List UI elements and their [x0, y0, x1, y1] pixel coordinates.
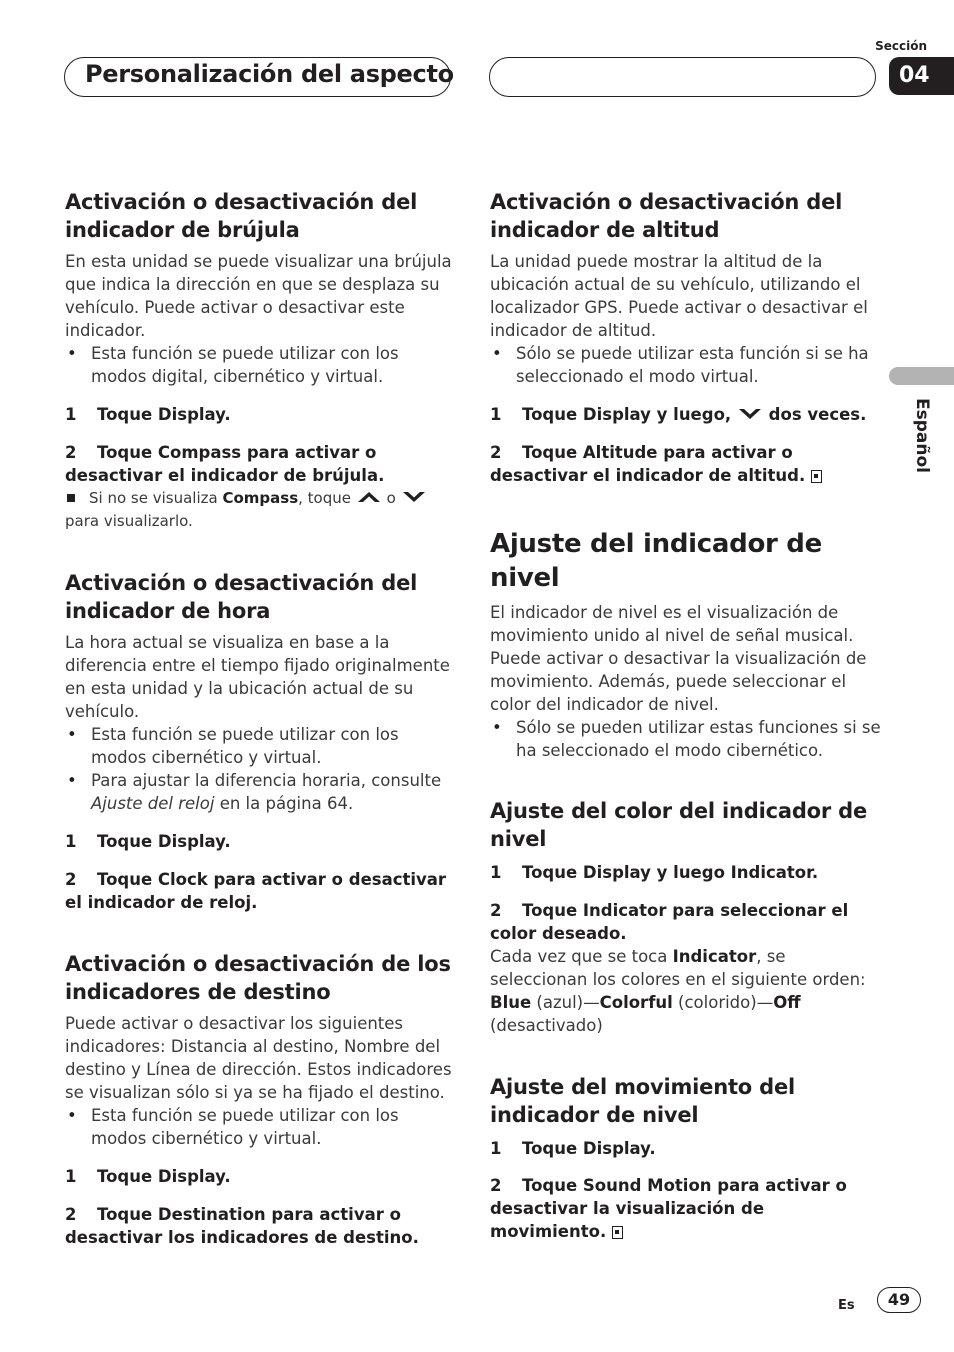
heading-level-motion: Ajuste del movimiento del indicador de nivel [490, 1075, 795, 1127]
step-number: 1 [65, 832, 77, 851]
right-column [490, 188, 882, 1243]
step-text: dos veces. [768, 405, 867, 424]
end-mark-icon [612, 1226, 623, 1239]
color-step-1 [490, 861, 882, 884]
step-text: Toque Sound Motion para activar o desactivar la visualización de movimiento. [490, 1176, 847, 1241]
step-number: 2 [65, 870, 77, 889]
left-column [65, 188, 455, 1249]
step-text: Toque Display. [97, 1167, 231, 1186]
section-label: Sección [875, 39, 927, 53]
destination-step-2 [65, 1203, 455, 1249]
desc-text: , se seleccionan los colores en el siguiente orden: [490, 947, 866, 989]
color-step-2 [490, 899, 882, 945]
bullet-text: Para ajustar la diferencia horaria, consulte [91, 771, 442, 790]
section-number-badge: 04 [889, 57, 954, 95]
compass-bullets [65, 342, 455, 388]
note-square-icon [67, 494, 75, 502]
compass-note [65, 487, 455, 533]
step-text: Toque Altitude para activar o desactivar el indicador de altitud. [490, 443, 806, 485]
step-text: Toque Indicator para seleccionar el color deseado. [490, 901, 849, 943]
color-option: Blue [490, 993, 532, 1012]
note-bold: Compass [222, 489, 299, 507]
note-text: , toque [298, 489, 351, 507]
step-text: Toque Display y luego, [522, 405, 732, 424]
chevron-down-icon [401, 490, 427, 504]
header-title-frame [64, 57, 454, 97]
heading-destination: Activación o desactivación de los indicadores de destino [65, 952, 451, 1004]
step-text: Toque Destination para activar o desactivar los indicadores de destino. [65, 1205, 419, 1247]
step-number: 1 [65, 1167, 77, 1186]
color-option: Colorful [599, 993, 673, 1012]
altitude-step-1 [490, 403, 882, 426]
step-text: Toque Compass para activar o desactivar el indicador de brújula. [65, 443, 385, 485]
desc-bold: Indicator [672, 947, 757, 966]
note-text: Si no se visualiza [89, 489, 218, 507]
color-note: (colorido)— [678, 993, 774, 1012]
clock-body: La hora actual se visualiza en base a la diferencia entre el tiempo fijado originalmente en esta unidad y la ubicación actual de su vehículo. [65, 633, 450, 721]
step-number: 2 [490, 1176, 502, 1195]
heading-compass: Activación o desactivación del indicador de brújula [65, 190, 418, 242]
compass-body: En esta unidad se puede visualizar una brújula que indica la dirección en que se desplaza su vehículo. Puede activar o desactivar este indicador. [65, 252, 452, 340]
compass-bullet: • Esta función se puede utilizar con los modos digital, cibernético y virtual. [65, 342, 455, 388]
destination-bullet: • Esta función se puede utilizar con los modos cibernético y virtual. [65, 1104, 455, 1150]
step-text: Toque Display. [97, 405, 231, 424]
note-text: para visualizarlo. [65, 512, 193, 530]
desc-text: Cada vez que se toca [490, 947, 668, 966]
chevron-down-icon [737, 407, 763, 421]
destination-step-1 [65, 1165, 455, 1188]
level-bullets [490, 716, 882, 762]
step-number: 1 [490, 405, 502, 424]
heading-clock: Activación o desactivación del indicador de hora [65, 571, 418, 623]
step-number: 2 [490, 901, 502, 920]
clock-step-2 [65, 868, 455, 914]
page-number: 49 [877, 1287, 921, 1313]
level-body: El indicador de nivel es el visualización de movimiento unido al nivel de señal musical. Puede activar o desactivar la visualización de movimiento. Además, puede seleccionar el color del indicador de nivel. [490, 603, 867, 714]
language-label: Español [912, 398, 932, 473]
step-number: 1 [490, 1139, 502, 1158]
compass-step-1 [65, 403, 455, 426]
color-option: Off [773, 993, 801, 1012]
step-number: 1 [490, 863, 502, 882]
color-note: (azul)— [536, 993, 600, 1012]
step-number: 2 [65, 443, 77, 462]
page-title: Personalización del aspecto [85, 60, 454, 88]
altitude-bullets [490, 342, 882, 388]
clock-bullet [65, 769, 455, 815]
bullet-italic-ref: Ajuste del reloj [91, 794, 215, 813]
destination-body: Puede activar o desactivar los siguientes indicadores: Distancia al destino, Nombre del destino y Línea de dirección. Estos indicadores se visualizan sólo si ya se ha fijado el destino. [65, 1014, 452, 1102]
heading-level-color: Ajuste del color del indicador de nivel [490, 799, 868, 851]
heading-altitude: Activación o desactivación del indicador de altitud [490, 190, 843, 242]
step-number: 1 [65, 405, 77, 424]
note-text: o [386, 489, 396, 507]
compass-step-2 [65, 441, 455, 487]
destination-bullets [65, 1104, 455, 1150]
chevron-up-icon [356, 490, 382, 504]
altitude-bullet: • Sólo se puede utilizar esta función si se ha seleccionado el modo virtual. [490, 342, 882, 388]
motion-step-2 [490, 1174, 882, 1243]
step-text: Toque Display. [97, 832, 231, 851]
altitude-body: La unidad puede mostrar la altitud de la ubicación actual de su vehículo, utilizando el localizador GPS. Puede activar o desactivar el indicador de altitud. [490, 252, 868, 340]
step-number: 2 [65, 1205, 77, 1224]
step-text: Toque Clock para activar o desactivar el indicador de reloj. [65, 870, 447, 912]
clock-bullets [65, 723, 455, 815]
color-description [490, 945, 882, 1037]
color-note: (desactivado) [490, 1016, 603, 1035]
heading-level-indicator: Ajuste del indicador de nivel [490, 529, 822, 593]
step-number: 2 [490, 443, 502, 462]
altitude-step-2 [490, 441, 882, 487]
step-text: Toque Display y luego Indicator. [522, 863, 819, 882]
level-bullet: • Sólo se pueden utilizar estas funciones si se ha seleccionado el modo cibernético. [490, 716, 882, 762]
clock-step-1 [65, 830, 455, 853]
end-mark-icon [811, 470, 822, 483]
bullet-text: en la página 64. [219, 794, 354, 813]
language-tab [889, 367, 954, 385]
header-blank-frame [489, 57, 876, 97]
step-text: Toque Display. [522, 1139, 656, 1158]
clock-bullet: • Esta función se puede utilizar con los modos cibernético y virtual. [65, 723, 455, 769]
footer-language-code: Es [838, 1298, 855, 1313]
motion-step-1 [490, 1137, 882, 1160]
